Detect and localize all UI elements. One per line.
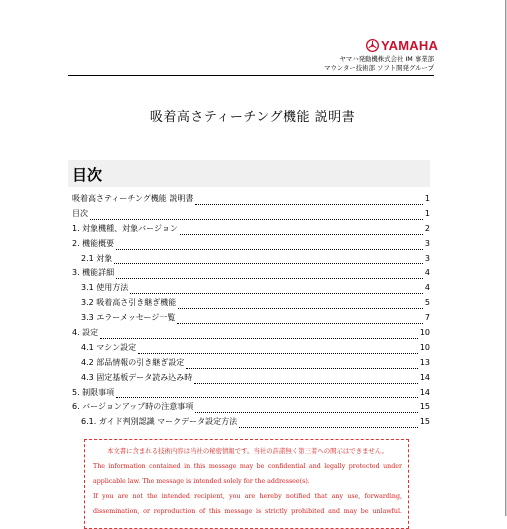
notice-japanese: 本文書に含まれる技術内容は当社の秘密情報です。当社の許諾無く第三者への開示はできません。 [106,447,389,455]
toc-entry[interactable] [72,387,430,402]
document-title: 吸着高さティーチング機能 説明書 [149,110,356,125]
toc-leader-dots [180,233,423,235]
toc-entry[interactable] [72,193,430,208]
toc-entry-title: 5. 制限事項 [72,387,115,397]
toc-leader-dots [138,352,418,354]
toc-leader-dots [116,396,418,398]
toc-entry[interactable] [72,297,430,312]
toc-entry-title: 6. バージョンアップ時の注意事項 [72,402,194,412]
toc-entry-page: 10 [419,342,430,352]
toc-leader-dots [116,277,423,279]
toc-leader-dots [239,426,418,428]
notice-english-line-4: dissemination, or reproduction of this message is strictly prohibited and may be unlawful. [93,508,402,515]
toc-entry-title: 3.3 エラーメッセージ一覧 [81,313,176,323]
toc-entry-page: 1 [424,208,430,218]
tuning-fork-emblem-icon [366,39,379,52]
toc-entry[interactable] [72,401,430,416]
toc-leader-dots [116,248,423,250]
toc-leader-dots [177,322,423,324]
toc-leader-dots [194,382,418,384]
toc-entry[interactable] [72,357,430,372]
logo-wordmark: YAMAHA [381,38,439,53]
toc-entry-page: 13 [419,357,430,367]
toc-leader-dots [178,307,423,309]
toc-entry-page: 7 [424,313,430,323]
toc-entry[interactable] [72,327,430,342]
company-line-1: ヤマハ発動機株式会社 IM 事業部 [339,55,434,63]
toc-entry[interactable] [72,253,430,268]
toc-entry-title: 2. 機能概要 [72,238,115,248]
toc-entry[interactable] [72,223,430,238]
toc-entry[interactable] [72,416,430,431]
toc-entry-title: 4.2 部品情報の引き継ぎ設定 [81,357,185,367]
toc-heading: 目次 [72,166,103,184]
toc-entry-title: 1. 対象機種、対象バージョン [72,223,178,233]
toc-heading-band [68,160,430,187]
company-line-2: マウンター技術部 ソフト開発グループ [324,64,434,72]
toc-entry-title: 吸着高さティーチング機能 説明書 [72,194,194,203]
toc-leader-dots [195,411,418,413]
toc-leader-dots [90,218,423,220]
toc-entry-page: 15 [419,417,430,427]
toc-entry-page: 5 [424,298,430,308]
notice-english-line-3: If you are not the intended recipient, you are hereby notified that any use, forwarding, [93,493,402,500]
toc-entry-title: 4.3 固定基板データ読み込み時 [81,372,193,382]
yamaha-logo [366,38,438,53]
toc-entry-page: 3 [424,238,430,248]
toc-entry[interactable] [72,312,430,327]
toc-leader-dots [114,262,423,264]
toc-entry-title: 3.1 使用方法 [81,283,129,293]
company-info [324,55,434,73]
toc-leader-dots [195,203,423,205]
toc-entry-title: 2.1 対象 [81,253,113,263]
toc-entry-page: 14 [419,387,430,397]
toc-entry[interactable] [72,208,430,223]
toc-entry-page: 2 [424,223,430,233]
header-divider [68,75,434,76]
table-of-contents [72,193,430,431]
toc-entry[interactable] [72,282,430,297]
toc-entry-title: 4.1 マシン設定 [81,342,137,352]
toc-entry[interactable] [72,342,430,357]
toc-leader-dots [130,292,423,294]
toc-entry-title: 目次 [72,208,88,218]
toc-entry-title: 3. 機能詳細 [72,268,115,278]
toc-leader-dots [186,367,418,369]
toc-entry-page: 3 [424,253,430,263]
toc-entry-page: 10 [419,328,430,338]
notice-english-line-2: applicable law. The message is intended solely for the addressee(s). [93,478,310,485]
toc-entry-title: 6.1. ガイド判別認識 マークデータ設定方法 [81,417,238,427]
toc-entry-page: 14 [419,372,430,382]
toc-entry-page: 15 [419,402,430,412]
toc-entry[interactable] [72,238,430,253]
notice-english-line-1: The information contained in this message may be confidential and legally protected under [93,463,402,470]
toc-entry[interactable] [72,267,430,282]
toc-entry-title: 4. 設定 [72,328,99,338]
toc-entry-page: 1 [424,194,430,203]
toc-entry-title: 3.2 吸着高さ引き継ぎ機能 [81,298,177,308]
toc-entry-page: 4 [424,283,430,293]
toc-leader-dots [100,337,418,339]
toc-entry[interactable] [72,372,430,387]
toc-entry-page: 4 [424,268,430,278]
